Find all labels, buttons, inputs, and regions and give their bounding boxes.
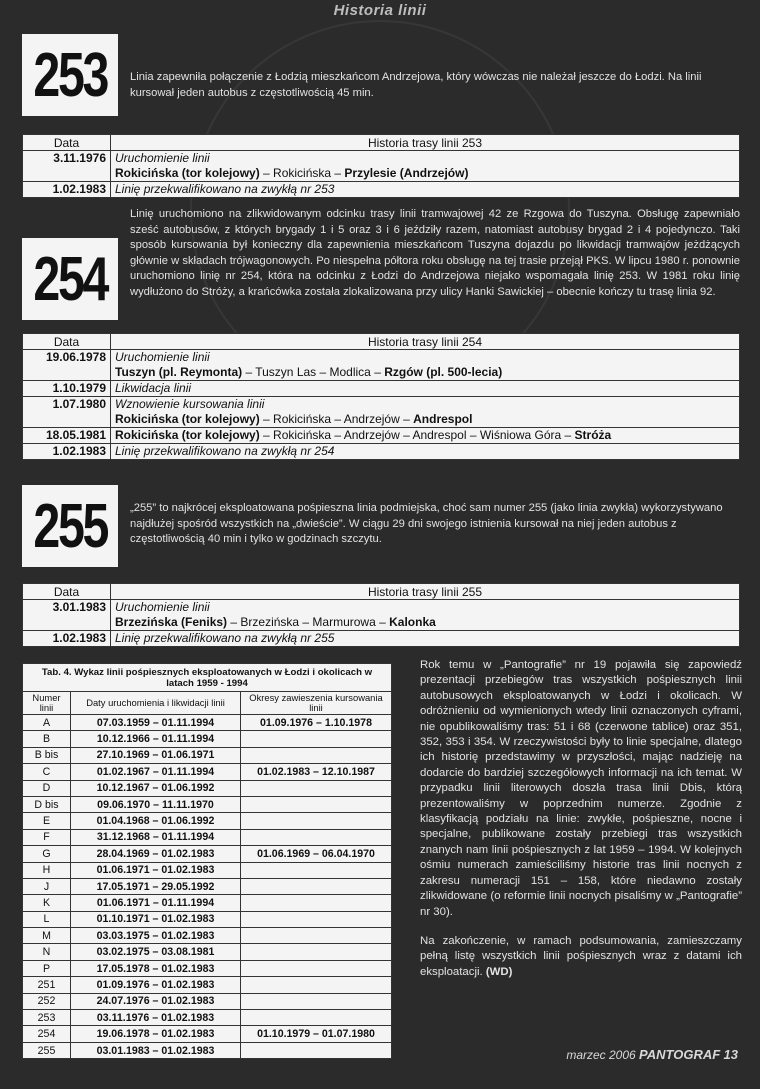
line-number: 251 (23, 977, 71, 993)
line-number: B bis (23, 747, 71, 763)
row-history (111, 350, 740, 381)
line-number: K (23, 895, 71, 911)
table-row (23, 631, 740, 647)
table-row (23, 977, 392, 993)
table-row (23, 350, 740, 381)
operation-dates: 01.09.1976 – 01.02.1983 (71, 977, 241, 993)
issue-date: marzec 2006 (566, 1048, 636, 1062)
row-history (111, 631, 740, 647)
row-date: 3.11.1976 (23, 151, 111, 182)
row-history (111, 600, 740, 631)
table-row (23, 780, 392, 796)
suspension-period: 01.02.1983 – 12.10.1987 (241, 764, 392, 780)
row-description: Uruchomienie linii (115, 151, 210, 165)
history-table (22, 134, 740, 198)
table-row (23, 151, 740, 182)
operation-dates: 28.04.1969 – 01.02.1983 (71, 846, 241, 862)
table-row (23, 1042, 392, 1058)
row-description: Wznowienie kursowania linii (115, 397, 265, 411)
express-lines-table (22, 663, 392, 1059)
line-number: 252 (23, 993, 71, 1009)
route-end: Kalonka (389, 615, 436, 629)
suspension-period (241, 813, 392, 829)
table-row (23, 381, 740, 397)
suspension-period (241, 960, 392, 976)
col-header-date: Data (23, 334, 111, 350)
row-date: 1.02.1983 (23, 182, 111, 198)
col-header-line: Numer linii (23, 692, 71, 715)
table-row (23, 829, 392, 845)
table-row (23, 764, 392, 780)
table-header-row (23, 135, 740, 151)
line-number: G (23, 846, 71, 862)
table-row (23, 878, 392, 894)
row-date: 1.10.1979 (23, 381, 111, 397)
suspension-period (241, 993, 392, 1009)
row-description: Likwidacja linii (115, 381, 192, 395)
table-row (23, 600, 740, 631)
line-description: Linia zapewniła połączenie z Łodzią mieszkańcom Andrzejowa, który wówczas nie należał jeszcze do Łodzi. Na linii kursował jeden autobus z częstotliwością 45 min. (130, 71, 702, 99)
table-row (23, 1026, 392, 1042)
row-history (111, 428, 740, 444)
operation-dates: 01.02.1967 – 01.11.1994 (71, 764, 241, 780)
suspension-period (241, 895, 392, 911)
col-header-suspension: Okresy zawieszenia kursowania linii (241, 692, 392, 715)
suspension-period (241, 747, 392, 763)
row-history (111, 444, 740, 460)
page-footer (566, 1047, 738, 1062)
row-route (115, 412, 735, 427)
line-number: J (23, 878, 71, 894)
line-number: D (23, 780, 71, 796)
operation-dates: 03.01.1983 – 01.02.1983 (71, 1042, 241, 1058)
line-number: N (23, 944, 71, 960)
route-middle: – Rokicińska – Andrzejów – (259, 412, 414, 426)
route-end: Stróża (574, 428, 612, 442)
operation-dates: 01.06.1971 – 01.11.1994 (71, 895, 241, 911)
line-number: E (23, 813, 71, 829)
suspension-period (241, 780, 392, 796)
table-row (23, 182, 740, 198)
line-number-badge: 255 (22, 485, 118, 567)
route-middle: – Brzezińska – Marmurowa – (227, 615, 390, 629)
operation-dates: 01.06.1971 – 01.02.1983 (71, 862, 241, 878)
table-row (23, 1010, 392, 1026)
paragraph: Rok temu w „Pantografie” nr 19 pojawiła się zapowiedź prezentacji przebiegów tras wszystkich pośpiesznych linii autobusowych eksploatowanych w Łodzi i okolicach. W odróżnieniu od wymienionych wtedy linii oznaczonych cyframi, nie opublikowaliśmy tras: 51 i 68 (czerwone tablice) oraz 351, 352, 353 i 354. W rzeczywistości były to linie specjalne, dlatego ich historię przedstawimy w przyszłości, mając nadzieję na dodarcie do bardziej szczegółowych informacji na ich temat. W przypadku linii literowych doszła trasa linii Dbis, którą prezentowaliśmy w poprzednim numerze. Zgodnie z klasyfikacją podziału na linie: zwykłe, pośpieszne, nocne i specjalne, publikowane zostały przebiegi tras wszystkich znanych nam linii pośpiesznych z lat 1959 – 1994. W kolejnych ośmiu numerach zamieściliśmy historie tras linii nocnych z zakresu numeracji 151 – 158, które niedawno zostały zlikwidowane (o reformie linii nocnych pisaliśmy w „Pantografie” nr 30). (420, 659, 742, 918)
line-number: D bis (23, 796, 71, 812)
line-number-badge: 253 (22, 34, 118, 116)
operation-dates: 17.05.1971 – 29.05.1992 (71, 878, 241, 894)
row-history (111, 182, 740, 198)
route-start: Brzezińska (Feniks) (115, 615, 228, 629)
row-history (111, 397, 740, 428)
route-start: Rokicińska (tor kolejowy) (115, 428, 260, 442)
row-date: 1.02.1983 (23, 444, 111, 460)
line-number-badge: 254 (22, 238, 118, 320)
author-signature: (WD) (485, 965, 513, 978)
suspension-period (241, 1042, 392, 1058)
suspension-period: 01.06.1969 – 06.04.1970 (241, 846, 392, 862)
suspension-period (241, 911, 392, 927)
col-header-history: Historia trasy linii 254 (111, 334, 740, 350)
page-number: 13 (723, 1047, 738, 1062)
operation-dates: 10.12.1966 – 01.11.1994 (71, 731, 241, 747)
route-middle: – Rokicińska – Andrzejów – Andrespol – Wiśniowa Góra – (259, 428, 575, 442)
operation-dates: 07.03.1959 – 01.11.1994 (71, 715, 241, 731)
suspension-period (241, 829, 392, 845)
table-row (23, 444, 740, 460)
table-row (23, 397, 740, 428)
row-description: Linię przekwalifikowano na zwykłą nr 255 (115, 631, 335, 645)
article-text (420, 658, 742, 980)
table-row (23, 928, 392, 944)
route-start: Rokicińska (tor kolejowy) (115, 166, 260, 180)
line-number: 253 (23, 1010, 71, 1026)
row-route (115, 615, 735, 630)
table-row (23, 993, 392, 1009)
table-row (23, 747, 392, 763)
route-end: Rzgów (pl. 500-lecia) (384, 365, 503, 379)
row-history (111, 151, 740, 182)
table-row (23, 715, 392, 731)
line-description: „255” to najkrócej eksploatowana pośpieszna linia podmiejska, choć sam numer 255 (jako linia zwykła) wykorzystywano najdłużej spośród wszystkich na „dwieście”. W ciągu 29 dni swojego istnienia kursował na niej jeden autobus z częstotliwością 40 min i tylko w godzinach szczytu. (130, 502, 723, 546)
operation-dates: 03.02.1975 – 03.08.1981 (71, 944, 241, 960)
operation-dates: 01.04.1968 – 01.06.1992 (71, 813, 241, 829)
row-date: 1.02.1983 (23, 631, 111, 647)
col-header-date: Data (23, 584, 111, 600)
line-number: B (23, 731, 71, 747)
table-row (23, 428, 740, 444)
operation-dates: 31.12.1968 – 01.11.1994 (71, 829, 241, 845)
row-date: 18.05.1981 (23, 428, 111, 444)
suspension-period: 01.09.1976 – 1.10.1978 (241, 715, 392, 731)
suspension-period (241, 862, 392, 878)
line-number: P (23, 960, 71, 976)
row-description: Linię przekwalifikowano na zwykłą nr 254 (115, 444, 335, 458)
suspension-period (241, 731, 392, 747)
table-row (23, 895, 392, 911)
route-middle: – Tuszyn Las – Modlica – (242, 365, 385, 379)
suspension-period (241, 796, 392, 812)
operation-dates: 24.07.1976 – 01.02.1983 (71, 993, 241, 1009)
row-date: 3.01.1983 (23, 600, 111, 631)
row-description: Uruchomienie linii (115, 350, 210, 364)
operation-dates: 10.12.1967 – 01.06.1992 (71, 780, 241, 796)
table-row (23, 911, 392, 927)
operation-dates: 19.06.1978 – 01.02.1983 (71, 1026, 241, 1042)
route-end: Przylesie (Andrzejów) (344, 166, 469, 180)
col-header-date: Data (23, 135, 111, 151)
suspension-period (241, 1010, 392, 1026)
line-number: A (23, 715, 71, 731)
row-route (115, 365, 735, 380)
table-row (23, 960, 392, 976)
col-header-history: Historia trasy linii 255 (111, 584, 740, 600)
row-description: Linię przekwalifikowano na zwykłą nr 253 (115, 182, 335, 196)
operation-dates: 03.11.1976 – 01.02.1983 (71, 1010, 241, 1026)
table-header-row (23, 584, 740, 600)
row-date: 1.07.1980 (23, 397, 111, 428)
suspension-period (241, 878, 392, 894)
col-header-history: Historia trasy linii 253 (111, 135, 740, 151)
line-number: 254 (23, 1026, 71, 1042)
route-start: Rokicińska (tor kolejowy) (115, 412, 260, 426)
operation-dates: 09.06.1970 – 11.11.1970 (71, 796, 241, 812)
history-table (22, 333, 740, 460)
table-header-row (23, 334, 740, 350)
operation-dates: 17.05.1978 – 01.02.1983 (71, 960, 241, 976)
row-route (115, 166, 735, 181)
table-row (23, 862, 392, 878)
route-middle: – Rokicińska – (259, 166, 345, 180)
row-description: Uruchomienie linii (115, 600, 210, 614)
line-number: F (23, 829, 71, 845)
history-table (22, 583, 740, 647)
table-row (23, 813, 392, 829)
table-row (23, 944, 392, 960)
page-title: Historia linii (333, 2, 427, 19)
route-end: Andrespol (413, 412, 473, 426)
operation-dates: 03.03.1975 – 01.02.1983 (71, 928, 241, 944)
table-row (23, 731, 392, 747)
route-start: Tuszyn (pl. Reymonta) (115, 365, 243, 379)
line-number: C (23, 764, 71, 780)
operation-dates: 27.10.1969 – 01.06.1971 (71, 747, 241, 763)
line-description: Linię uruchomiono na zlikwidowanym odcinku trasy linii tramwajowej 42 ze Rzgowa do Tuszyna. Obsługę zapewniało sześć autobusów, z których brygady 1 i 5 oraz 3 i 6 jeździły razem, natomiast autobusy brygad 2 i 4 pojedynczo. Taki sposób kursowania był konieczny dla zapewnienia mieszkańcom Tuszyna dojazdu po likwidacji tramwajów jeżdżących głównie w składach trójwagonowych. Po niespełna półtora roku obsługę na tej trasie przejął PKS. W lipcu 1980 r. ponownie uruchomiono linię nr 254, która na odcinku z Łodzi do Andrzejowa niejako wspomagała linię 253. W 1981 roku linię wydłużono do Stróży, a krańcówka została zlokalizowana przy ulicy Hanki Sawickiej – obecnie kończy tu trasę linia 92. (130, 208, 740, 298)
line-number: M (23, 928, 71, 944)
suspension-period: 01.10.1979 – 01.07.1980 (241, 1026, 392, 1042)
table-caption: Tab. 4. Wykaz linii pośpiesznych eksploatowanych w Łodzi i okolicach w latach 1959 - 1994 (22, 663, 392, 691)
suspension-period (241, 977, 392, 993)
paragraph: Na zakończenie, w ramach podsumowania, zamieszczamy pełną listę wszystkich linii pośpiesznych wraz z datami ich eksploatacji. (WD) (420, 934, 742, 978)
operation-dates: 01.10.1971 – 01.02.1983 (71, 911, 241, 927)
magazine-name: PANTOGRAF (639, 1047, 721, 1062)
table-row (23, 846, 392, 862)
col-header-dates: Daty uruchomienia i likwidacji linii (71, 692, 241, 715)
table-row (23, 796, 392, 812)
line-number: L (23, 911, 71, 927)
line-number: H (23, 862, 71, 878)
line-number: 255 (23, 1042, 71, 1058)
row-date: 19.06.1978 (23, 350, 111, 381)
suspension-period (241, 944, 392, 960)
row-route (115, 428, 735, 443)
row-history (111, 381, 740, 397)
suspension-period (241, 928, 392, 944)
